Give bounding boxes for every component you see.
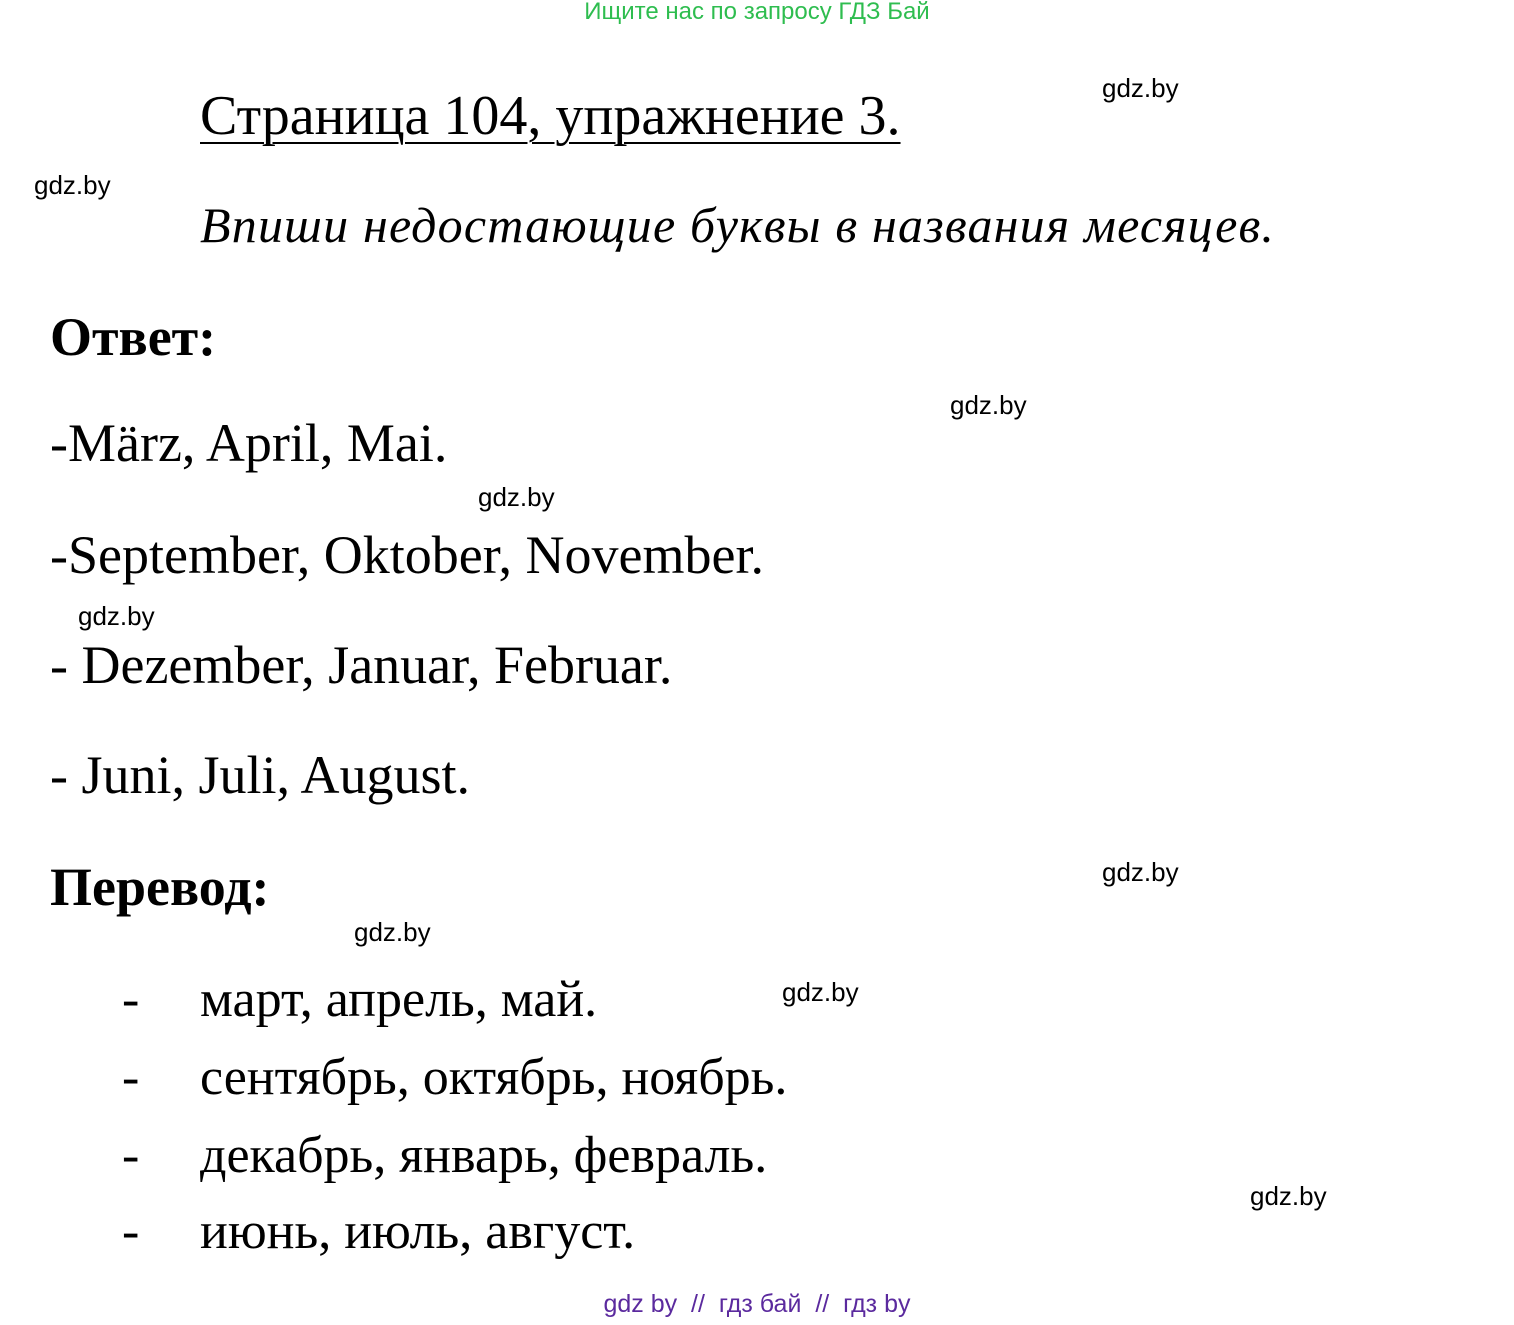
answer-line: - Dezember, Januar, Februar. [50,635,673,695]
top-banner: Ищите нас по запросу ГДЗ Бай [584,0,930,25]
answer-line: -März, April, Mai. [50,413,448,473]
watermark: gdz.by [1102,857,1179,887]
answer-line: -September, Oktober, November. [50,525,764,585]
list-dash: - [122,1127,140,1184]
watermark: gdz.by [478,482,555,512]
answer-heading: Ответ: [50,307,217,367]
page-title: Страница 104, упражнение 3. [200,85,901,147]
watermark: gdz.by [34,170,111,200]
translation-line: июнь, июль, август. [200,1203,636,1260]
translation-line: март, апрель, май. [200,971,598,1028]
translation-heading: Перевод: [50,857,270,917]
watermark: gdz.by [782,977,859,1007]
list-dash: - [122,971,140,1028]
answer-line: - Juni, Juli, August. [50,745,471,805]
list-dash: - [122,1203,140,1260]
watermark: gdz.by [78,601,155,631]
translation-line: декабрь, январь, февраль. [200,1127,768,1184]
watermark: gdz.by [1102,73,1179,103]
watermark: gdz.by [1250,1181,1327,1211]
list-dash: - [122,1049,140,1106]
task-text: Впиши недостающие буквы в названия месяцев. [200,197,1276,253]
translation-line: сентябрь, октябрь, ноябрь. [200,1049,788,1106]
watermark: gdz.by [950,390,1027,420]
footer-links[interactable]: gdz by // гдз бай // гдз by [603,1290,911,1318]
watermark: gdz.by [354,917,431,947]
